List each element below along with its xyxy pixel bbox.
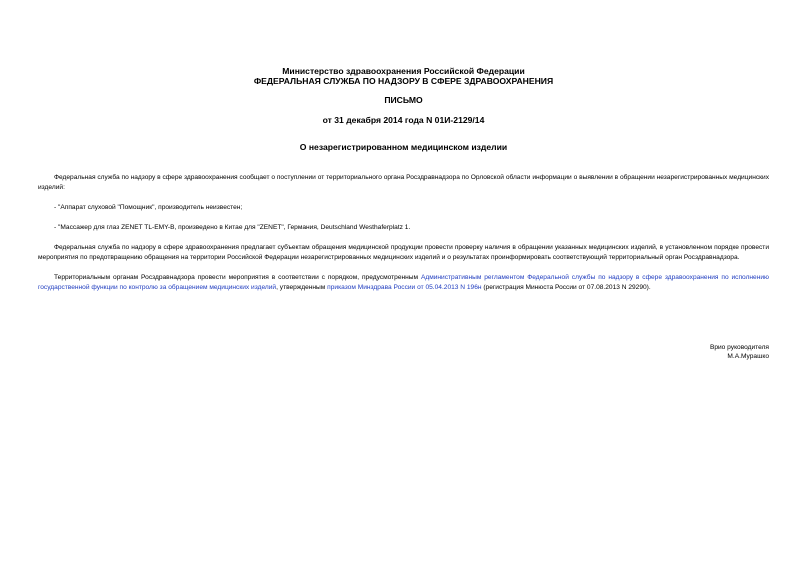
ministry-name: Министерство здравоохранения Российской Федерации (282, 66, 525, 76)
list-item-hearing-aid: - "Аппарат слуховой "Помощник", производитель неизвестен; (54, 204, 243, 211)
instructions-text-mid: , утвержденным (276, 284, 328, 291)
document-type: ПИСЬМО (384, 95, 423, 105)
document-subject: О незарегистрированном медицинском изделии (299, 142, 508, 152)
document-page (38, 66, 769, 293)
instructions-text-start: Территориальным органам Росздравнадзора провести мероприятия в соответствии с порядком, предусмотренным (54, 274, 421, 281)
paragraph-instructions (38, 273, 769, 293)
link-admin-regulation[interactable]: Административным регламентом Федеральной службы по надзору в сфере здравоохранения по исполнению государственной функции по контролю за обращением медицинских изделий (38, 274, 769, 291)
signatory-title: Врио руководителя (709, 344, 769, 351)
document-header (38, 66, 769, 152)
instructions-text-end: (регистрация Минюста России от 07.08.2013 N 29290). (481, 284, 651, 291)
list-item-eye-massager: - "Массажер для глаз ZENET TL-EMY-B, произведено в Китае для "ZENET", Германия, Deutschland Westhaferplatz 1. (54, 224, 411, 231)
link-ministry-order[interactable]: приказом Минздрава России от 05.04.2013 N 196н (327, 284, 482, 291)
signature-block (710, 343, 769, 361)
paragraph-proposal: Федеральная служба по надзору в сфере здравоохранения предлагает субъектам обращения медицинской продукции провести проверку наличия в обращении указанных медицинских изделий, в установленном порядке провести мероприятия по предотвращению обращения на территории Российской Федерации незарегистрированных медицинских изделий и о результатах проинформировать соответствующий территориальный орган Росздравнадзора. (38, 244, 769, 261)
document-date-number: от 31 декабря 2014 года N 01И-2129/14 (322, 115, 485, 125)
service-name: ФЕДЕРАЛЬНАЯ СЛУЖБА ПО НАДЗОРУ В СФЕРЕ ЗДРАВООХРАНЕНИЯ (253, 76, 554, 86)
document-body (38, 173, 769, 293)
paragraph-intro: Федеральная служба по надзору в сфере здравоохранения сообщает о поступлении от территориального органа Росздравнадзора по Орловской области информации о выявлении в обращении незарегистрированных медицинских изделий: (38, 174, 769, 191)
signatory-name: М.А.Мурашко (727, 353, 769, 360)
